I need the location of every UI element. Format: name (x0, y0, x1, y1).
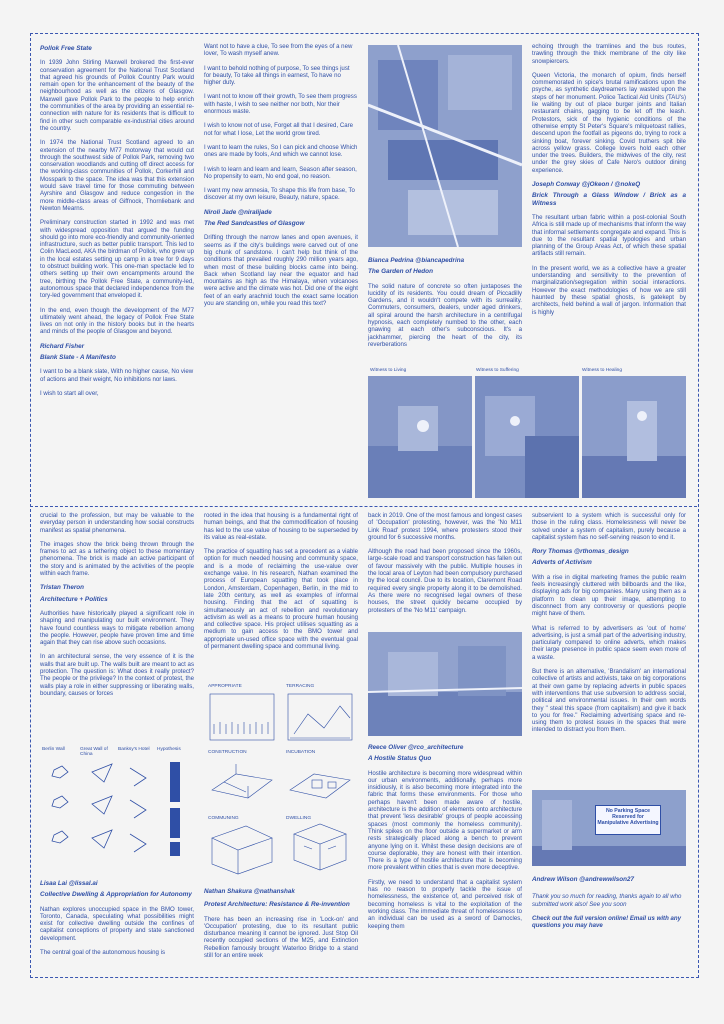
bottom-column-4 (532, 512, 686, 741)
bottom-column-3b (368, 740, 522, 937)
top-column-3 (368, 253, 522, 355)
author: Andrew Wilson @andrewwilson27 (532, 876, 634, 883)
panel-communing (206, 816, 278, 876)
walls-diagram (42, 760, 194, 870)
paragraph: The images show the brick being thrown through the frames to act as a tethering object to these momentary phenomena. The brick is made an active participant of the story and is animated by the activities of the people within each frame. (40, 540, 194, 578)
paragraph: Preliminary construction started in 1992 and was met with widespread opposition that argued the funding should go into more eco-friendly and community-oriented infrastructure, such as better public transport. This led to Colin MacLeod, AKA the birdman of Pollok, who grew up in the local estates setting up camp in a tree for 9 days to obstruct building work. This one-man spectacle led to others setting up their own encampments around the tree, birthing the Pollok Free State, a community-led, autonomous space that declared independence from the tory-led government that enveloped it. (40, 219, 194, 300)
panel-dwelling (284, 816, 356, 876)
closing-contact: Check out the full version online! Email us with any questions you may have (532, 914, 681, 930)
paragraph: Although the road had been proposed since the 1960s, large-scale road and transport construction has fallen out of favour massively with the public. Multiple houses in the local area of Leyton had been compulsory purchased by the local council. Due to its location, Claremont Road required every single property along it to be demolished. As there were no recognised legal owners of these houses, the street quickly became occupied by protesters of the 'No M11' campaign. (368, 548, 522, 614)
panel-construction (206, 750, 278, 810)
paragraph: There has been an increasing rise in 'Lock-on' and 'Occupation' protesting, due to its resultant public disturbance meaning it cannot be ignored. Just Stop Oil recently occupied sections of the M25, and Extinction Rebellion famously brought Waterloo Bridge to a stand still for an entire week (204, 915, 358, 960)
paragraph: echoing through the tramlines and the bus routes, trawling through the thick membrane of the city like snowpiercers. (532, 43, 686, 65)
author: Richard Fisher (40, 342, 85, 350)
paragraph: Hostile architecture is becoming more widespread within our urban environments, additionally, perhaps more insidiously, it is also becoming more integrated into the fabric that forms these environments. For those who perhaps haven't been made aware of hostile, architecture is the addition of elements onto architecture that prevent 'less desirable' groups of people accessing spaces (most commonly the homeless community). Think spikes on the floor outside a supermarket or arm rests strategically placed along a bench to prevent anyone lying on it. Whilst these design decisions are of course deplorable, they are honest with their intention. There is a type of hostile architecture that is becoming more prevalent within cities that is even more deceptive. (368, 769, 522, 872)
author: Bianca Pedrina @biancapedrina (368, 257, 465, 264)
photo-witness-suffering (475, 376, 579, 498)
heading-architecture-politics: Architecture + Politics (40, 595, 108, 603)
paragraph: The central goal of the autonomous housing is (40, 949, 166, 957)
paragraph: In the end, even though the development of the M77 ultimately went ahead, the legacy of Pollok Free State lives on not only in the history books but in the hearts and minds of the people of Glasgow and beyond. (40, 306, 194, 336)
panel-label: CONSTRUCTION (208, 750, 247, 755)
panel-label: APPROPRIATE (208, 684, 242, 689)
poem-stanza: I want to behold nothing of purpose, To see things just for beauty, To take all things in earnest, To have no higher duty. (204, 64, 350, 87)
bottom-column-1 (40, 512, 194, 704)
paragraph: In 1939 John Stirling Maxwell brokered the first-ever conservation agreement for the National Trust Scotland that agreed his grounds of Pollok Country Park would remain open for the enhancement of the beauty of the neighbourhood as well as the citizens of Glasgow. Maxwell gave Pollok Park to the people to help enrich the communities of the area by providing an essential re-connection with nature for its residents that is difficult to find in other such comparable ex-industrial cities around the country. (40, 59, 194, 132)
heading-sandcastles: The Red Sandcastles of Glasgow (204, 220, 305, 228)
poem-stanza: I wish to learn and learn and learn, Season after season, No propensity to earn, No end goal, no reason. (204, 165, 357, 180)
paragraph: crucial to the profession, but may be valuable to the everyday person in understanding how social constructs manifest as spatial phenomena. (40, 512, 194, 534)
poem-stanza: I want to be a blank slate, With no higher cause, No view of actions and their weight, No inhibitions nor laws. (40, 368, 194, 383)
bottom-column-4b (532, 872, 686, 936)
panel-incubation (284, 750, 356, 810)
paragraph: In 1974 the National Trust Scotland agreed to an extension of the nearby M77 motorway that would cut through the southwest side of Pollok Park, removing two conservation woodlands and cutting off direct access for the working-class communities of Pollok, Corkerhill and Mosspark to the space. The idea was that this extension would save travel time for those commuting between Ayrshire and Glasgow and reduce congestion in the more middle-class areas of Giffnock, Thornliebank and Newton Mearns. (40, 139, 194, 212)
label-hypothesis: Hypothesis (157, 747, 181, 752)
top-column-4 (532, 43, 686, 323)
caption-living: Witness to Living (370, 368, 407, 373)
paragraph: But there is an alternative, 'Brandalism' an international collective of artists and activists, take on big corporations at their own game by replacing adverts in public spaces with interventions that use subversion to address social, political and environmental issues. In their own words they " steal this space (from capitalism) and give it back to you for free." Reclaiming advertising space and re-using them to protest issues in the spaces that were intended to distract you from them. (532, 668, 686, 734)
closing-thanks: Thank you so much for reading, thanks again to all who submitted work also! See you soon (532, 893, 682, 908)
heading-blank-slate: Blank Slate - A Manifesto (40, 353, 116, 361)
bottom-column-2b (204, 884, 358, 966)
photo-occupation-protest (368, 632, 522, 736)
paragraph: What is referred to by advertisers as 'out of home' advertising, is just a small part of the advertising industry, particularly compared to online adverts, which makes their large presence in public space seem even more of a waste. (532, 624, 686, 661)
panel-label: COMMUNING (208, 816, 239, 821)
label-great-wall: Great Wall of China (80, 747, 108, 757)
heading-protest-architecture: Protest Architecture: Resistance & Re-invention (204, 901, 350, 909)
heading-pollok: Pollok Free State (40, 45, 92, 52)
top-column-1 (40, 43, 194, 404)
panel-terracing (284, 684, 356, 744)
photo-aerial-collage (368, 45, 522, 247)
paragraph: With a rise in digital marketing frames the public realm feels increasingly cluttered with billboards and the like, displaying ads for big companies. Many using them as a platform to clean up their image, attempting to disconnect from any controversy or questions people might have of them. (532, 573, 686, 618)
author: Tristan Theron (40, 584, 84, 592)
panel-label: INCUBATION (286, 750, 316, 755)
poem-stanza: Want not to have a clue, To see from the eyes of a new lover, To wash myself anew. (204, 43, 353, 58)
paragraph: Firstly, we need to understand that a capitalist system has no reason to properly tackle the issue of homelessness, the existence of, and perceived risk of becoming homeless is vital to the exploitation of the working class. The immediate threat of homelessness to an individual can be used as a sword of Damocles, keeping them (368, 878, 522, 930)
poem-stanza: I want to learn the rules, So I can pick and choose Which ones are made by fools, And which we cannot lose. (204, 143, 358, 159)
photo-witness-healing (582, 376, 686, 498)
author: Reece Oliver @rco_architecture (368, 744, 464, 751)
poem-stanza: I want my new amnesia, To shape this life from base, To discover at my own leisure, Beauty, nature, space. (204, 187, 355, 202)
heading-brick: Brick Through a Glass Window / Brick as a Witness (532, 192, 686, 207)
panel-label: TERRACING (286, 684, 315, 689)
bottom-column-3 (368, 512, 522, 621)
paragraph: In an architectural sense, the very essence of it is the walls that are built up. The walls built are meant to act as protection. The question is: What does it really protect? The people or the privilege? In the context of protest, the walls play a role in either suppressing or liberating walls, boundary, causes or forces (40, 653, 194, 697)
paragraph: In the present world, we as a collective have a greater understanding and sensitivity to the prevention of marginalization/segregation within social interactions. However the exact methodologies of how we are still haunted by these spatial ghosts, is gatekept by architects, held behind a wall of jargon. Information that is highly (532, 264, 686, 316)
paragraph: subservient to a system which is successful only for those in the ruling class. Homelessness will never be solved under a system of capitalism, purely because a capitalist system has no self-serving reason to end it. (532, 512, 686, 541)
paragraph: rooted in the idea that housing is a fundamental right of human beings, and that the commodification of housing has led to the use value of housing to be superseded by its value as real-estate. (204, 512, 358, 541)
paragraph: The practice of squatting has set a precedent as a viable option for much needed housing and community space, and is a mode of reclaiming the use-value over exchange value. In his research, Nathan examined the process of European squatting that took place in London, Amsterdam, Copenhagen, Berlin, in the mid to late 20th century, as well as examples of informal housing. Finding that the act of squatting is simultaneously an act of rebellion and revolutionary activism as well as a means to procure human housing and collective space. His project utilises squatting as a medium to gain access to the BMO tower and appropriate un-used office space with the eventual goal of permanent dwelling space and communal living. (204, 548, 358, 651)
caption-healing: Witness to Healing (582, 368, 622, 373)
poem-stanza: I want not to know off their growth, To see them progress with haste, I wish to see neither nor both, Nor their enormous waste. (204, 93, 357, 116)
heading-hostile: A Hostile Status Quo (368, 755, 432, 763)
paragraph: The solid nature of concrete so often juxtaposes the lucidity of its residents. You could dream of Piccadilly Gardens, and it wouldn't compete with its surreality. Commuters, consumers, dealers, under aged drinkers, all spiral around the harsh architecture in a centrifugal hypnosis, each completely numbed to the other, each gnawing at each other's subconscious. It's a jackhammer, piercing the heart of the city, its reverberations (368, 282, 522, 348)
label-banksy: Banksy's Hotel (118, 747, 150, 752)
paragraph: Drifting through the narrow lanes and open avenues, it seems as if the city's buildings were carved out of one big chunk of sandstone. I can't help but think of the conditions that prevailed roughly 290 million years ago, when most of these building blocks came into being. Back when Scotland lay near the equator and had mountains as high as the Himalaya, when volcanoes were active and the climate was hot. Did one of the eight feet of an early arachnid touch the exact same location you are standing on, while you read this text? (204, 234, 358, 308)
bottom-column-2 (204, 512, 358, 657)
bottom-column-1b (40, 876, 194, 963)
squatting-panels (206, 684, 356, 876)
author: Joseph Conway @jOkeon / @nokeQ (532, 181, 641, 189)
heading-adverts: Adverts of Activism (532, 559, 592, 567)
caption-suffering: Witness to Suffering (476, 368, 519, 373)
paragraph: back in 2019. One of the most famous and longest cases of 'Occupation' protesting, however, was the 'No M11 Link Road' protest 1994, where protesters stood their ground for 6 successive months. (368, 512, 522, 541)
label-berlin-wall: Berlin Wall (42, 747, 65, 752)
heading-hedon: The Garden of Hedon (368, 268, 433, 276)
paragraph: Queen Victoria, the monarch of opium, finds herself commemorated in spice's brutal ramifications upon the psyche, as synthetic daydreamers lay wasted upon the steps of her monument. Police Tactical Aid Units (TAU's) lie waiting by out of place burger joints and Italian restaurant chains, gagging to be let off the leash. Protestors, sick of the hygienic conditions of the otherwise empty St Peter's Square's milquetoast rallies, descend upon the footfall as pigeons do, trying to rock a sinking boat, forever sinking. Covid truthers spit bile across yellow grass. College lovers hold each other under the trees. Builders, the midwives of the city, rest under the grey skies of Cafe Nero's outdoor dining experience. (532, 71, 686, 174)
poem-stanza: I wish to start all over, (40, 389, 99, 397)
paragraph: Authorities have historically played a significant role in shaping and manipulating our built environment. They have found countless ways to mitigate rebellion among the people. However, people have proven time and time again that they can rise above such occasions. (40, 609, 194, 647)
advert-sign: No Parking Space Reserved for Manipulative Advertising (595, 805, 661, 835)
author: Lisaa Lai @lissal.ai (40, 880, 98, 887)
author: Rory Thomas @rthomas_design (532, 548, 629, 556)
paragraph: Nathan explores unoccupied space in the BMO tower, Toronto, Canada, speculating what possibilities might exist for collective dwelling outside the confines of capitalist conceptions of property and state sanctioned development. (40, 905, 194, 942)
heading-collective-dwelling: Collective Dwelling & Appropriation for Autonomy (40, 891, 192, 899)
section-divider (30, 506, 697, 507)
author: Nathan Shakura @nathanshak (204, 888, 295, 895)
paragraph: The resultant urban fabric within a post-colonial South Africa is still made up of mechanisms that inform the way that informal settlements congregate and expand. This is due to the resultant spatial typologies and urban planning of the Group Areas Act, of which these spatial artifacts still remain. (532, 213, 686, 258)
top-column-2 (204, 43, 358, 314)
panel-label: DWELLING (286, 816, 312, 821)
author: Niroli Jade @niralijade (204, 208, 272, 216)
poem-stanza: I wish to know not of use, Forget all that I desired, Care not for what I lose, Let the world grow tired. (204, 122, 354, 137)
photo-witness-living (368, 376, 472, 498)
panel-appropriate (206, 684, 278, 744)
